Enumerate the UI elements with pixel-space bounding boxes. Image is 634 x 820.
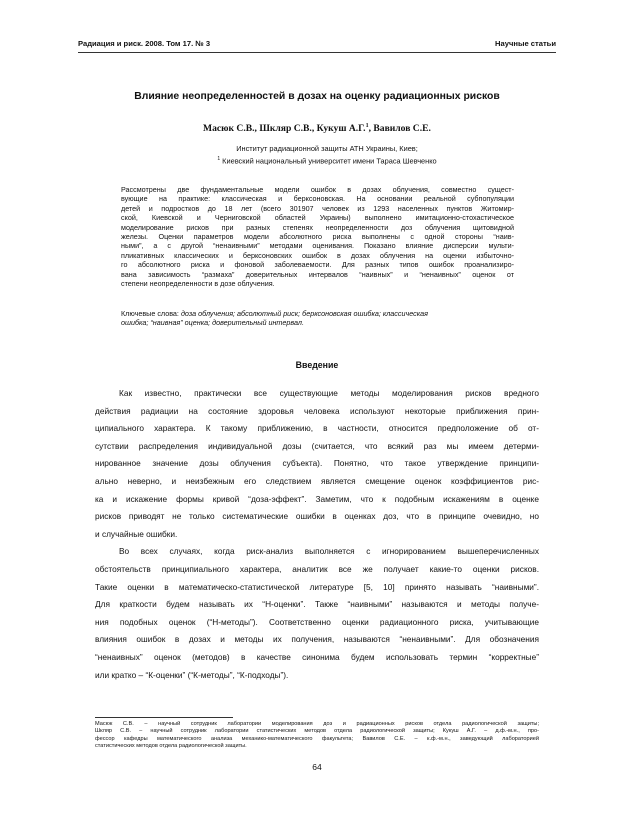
keywords-line-1 [121, 309, 514, 318]
page-number: 64 [312, 762, 322, 772]
keywords-line-2 [121, 318, 514, 327]
paragraph-1-line: рисков приводят не только систематические ошибки в оценках доз, что в принципе очевидно, но [95, 511, 539, 522]
abstract-line: пликативных классических и берксоновских ошибок в дозах облучения на оценки избыточно- [121, 250, 514, 260]
paragraph-2-line: Такие оценки в математическо-статистической литературе [5, 10] принято называть “наивными”. [95, 581, 539, 592]
paragraph-2-line: “ненаивных” оценок (методов) в качестве синонима будем использовать термин “корректные” [95, 651, 539, 662]
keywords-label: Ключевые слова: [121, 309, 181, 318]
paragraph-2-line: ния подобных оценок (“Н-методы”). Соответственно оценки радиационного риска, учитывающие [95, 616, 539, 627]
paragraph-2-line: Во всех случаях, когда риск-анализ выполняется с игнорированием вышеперечисленных [119, 546, 539, 557]
paragraph-1-line: нированное значение дозы облучения субъекта). Понятно, что такое утверждение принципи- [95, 458, 539, 469]
paper-title: Влияние неопределенностей в дозах на оценку радиационных рисков [134, 91, 500, 102]
paragraph-1-line: действия радиации на состояние здоровья человека используют некоторые приближения прин- [95, 405, 539, 416]
running-header [78, 39, 556, 48]
introduction-body [95, 385, 539, 684]
author-names-part1: Масюк С.В., Шкляр С.В., Кукуш А.Г. [203, 123, 366, 135]
paragraph-2-line: или кратко – “К-оценки” (“К-методы”, “К-подходы”). [95, 669, 289, 680]
paragraph-2-line: влияния ошибок в дозах и методы их получения, называются “ненаивными”. Для обозначения [95, 634, 539, 645]
footnote-line: фессор кафедры математического анализа механико-математического факультета; Вавилов С.Е. – к.ф.-м.н., заведующий лабораторией [95, 735, 539, 742]
abstract [121, 185, 514, 288]
abstract-line: ными”, а с другой “ненаивными” методами оценивания. Показано влияние дисперсии мульти- [121, 241, 514, 251]
section-label: Научные статьи [495, 39, 556, 48]
keywords [121, 309, 514, 328]
footnote-line: Масюк С.В. – научный сотрудник лаборатории моделирования доз и радиационных рисков отдела радиологической защиты; [95, 721, 539, 727]
paragraph-1-line: ально неверно, и неизбежным его следствием является смещение оценок коэффициентов рис- [95, 475, 539, 486]
abstract-line: степени неопределенности в дозе облучения. [121, 279, 275, 289]
header-divider [78, 52, 556, 53]
affiliation-2-line [160, 154, 494, 166]
paragraph-2-line: Для краткости будем называть их “Н-оценки”. Также “наивными” называются и методы получе- [95, 599, 539, 610]
author-list [60, 123, 574, 134]
affiliations [160, 144, 494, 166]
affiliation-1: Институт радиационной защиты АТН Украины, Киев; [236, 144, 418, 153]
abstract-line: Рассмотрены две фундаментальные модели ошибок в дозах облучения, совместно сущест- [121, 185, 514, 194]
paragraph-1-line: Как известно, практически все существующие методы моделирования рисков вредного [119, 388, 539, 398]
abstract-line: вующие на практике: классическая и берксоновская. На основании реальной субпопуляции [121, 194, 514, 204]
paragraph-1-line: и случайные ошибки. [95, 528, 178, 539]
footnote [95, 721, 539, 750]
footnote-line: Шкляр С.В. – научный сотрудник лаборатории статистических методов отдела радиологической защиты; Кукуш А.Г. – д.ф.-м.н., про- [95, 728, 539, 735]
abstract-line: ской, Киевской и Черниговской областей Украины) выполнено имитационно-стохастическое [121, 213, 514, 223]
author-names-part2: , Вавилов С.Е. [368, 123, 431, 135]
abstract-line: железы. Оценки параметров модели абсолютного риска выполнены с одной стороны “наив- [121, 232, 514, 242]
keywords-list-1: доза облучения; абсолютный риск; берксоновская ошибка; классическая [180, 309, 428, 318]
paragraph-1-line: ципиального характера. К такому приближению, в частности, относится предположение об от- [95, 423, 539, 434]
abstract-line: вана зависимость “размаха” доверительных интервалов “наивных” и “ненаивных” оценок от [121, 269, 514, 279]
keywords-list-2: ошибка; “наивная” оценка; доверительный интервал. [121, 318, 304, 328]
footnote-divider [95, 717, 233, 718]
footnote-line: статистических методов отдела радиологической защиты. [95, 742, 247, 749]
affiliation-2-mark: 1 [217, 156, 221, 162]
abstract-line: детей и подростков до 18 лет (всего 301907 человек из 1293 населенных пунктов Житомир- [121, 203, 514, 213]
paragraph-1-line: сутствии распределения индивидуальной дозы (считается, что всякий раз мы имеем детерми- [95, 440, 539, 451]
journal-citation: Радиация и риск. 2008. Том 17. № 3 [78, 39, 211, 48]
section-heading-introduction: Введение [295, 360, 339, 370]
paragraph-2-line: обстоятельств принципиального характера, аналитик все же получает какие-то оценки рисков. [95, 563, 539, 574]
abstract-line: моделирование рисков при разных степенях неопределенности доз облучения щитовидной [121, 222, 514, 232]
abstract-line: го абсолютного риска и фоновой заболеваемости. Для разных типов ошибок проанализиро- [121, 260, 514, 270]
paragraph-1-line: ка и искажение формы кривой “доза-эффект”. Заметим, что к подобным искажениям в оценке [95, 493, 539, 504]
affiliation-2: Киевский национальный университет имени Тараса Шевченко [220, 156, 437, 166]
author-affiliation-mark: 1 [365, 123, 369, 129]
